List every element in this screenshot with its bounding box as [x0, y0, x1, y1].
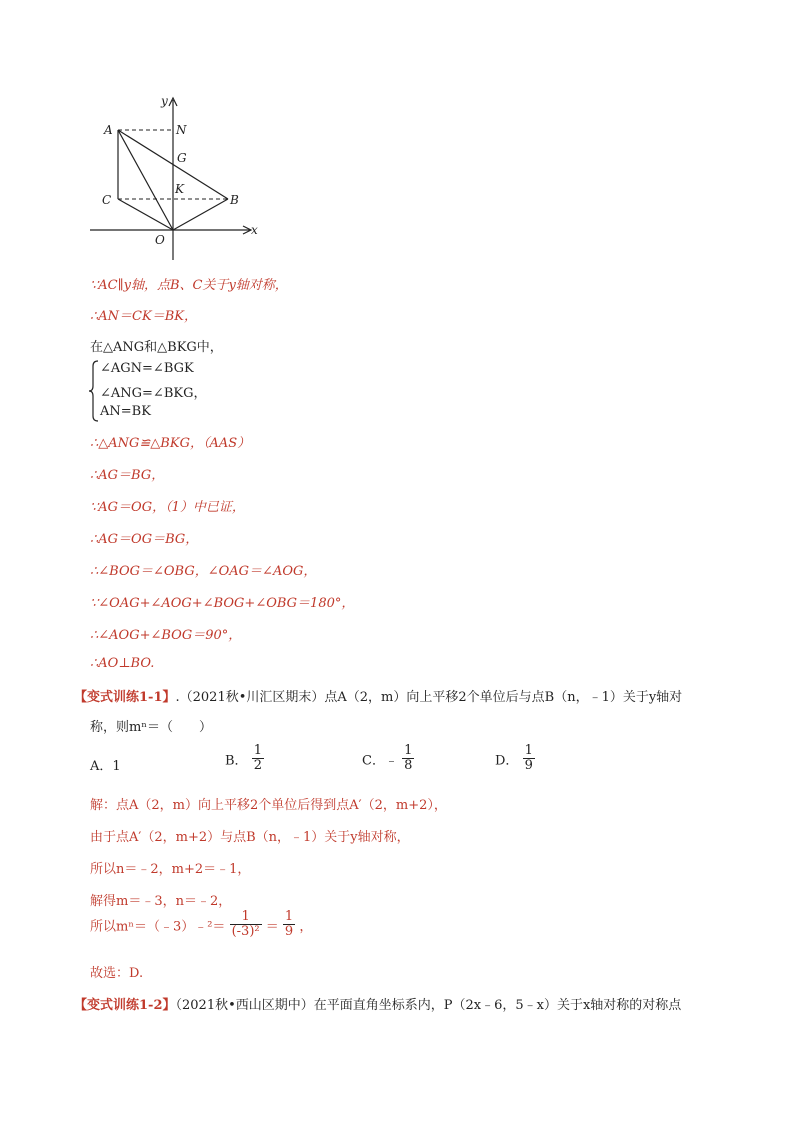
solution-line-5 [90, 910, 312, 940]
label-n: N [176, 123, 187, 137]
label-g: G [177, 151, 187, 165]
option-c-fraction [402, 744, 414, 774]
solution-5-pre: 所以mⁿ＝（﹣3）﹣²＝ [90, 919, 226, 935]
option-b-label: B． [225, 753, 248, 769]
proof-line-9: ∵∠OAG+∠AOG+∠BOG+∠OBG＝180°， [90, 596, 355, 611]
option-c-num: 1 [404, 743, 413, 758]
solution-5-frac-1 [230, 910, 262, 940]
solution-line-6: 故选：D. [90, 966, 144, 981]
problem-1-1-header [74, 686, 682, 705]
proof-line-4: ∴△ANG≌△BKG，（AAS） [90, 436, 251, 451]
solution-5-end: ， [299, 919, 313, 935]
solution-5-num-1: 1 [230, 910, 262, 925]
solution-5-num-2: 1 [284, 909, 294, 924]
problem-1-2-text: （2021秋•西山区期中）在平面直角坐标系内，P（2x﹣6，5﹣x）关于x轴对称的对称点 [175, 998, 682, 1013]
solution-5-eq: ＝ [265, 919, 279, 935]
proof-line-2: ∴AN＝CK＝BK， [90, 309, 197, 324]
solution-5-frac-2 [283, 910, 295, 940]
option-d-fraction [523, 744, 535, 774]
option-b-fraction [252, 744, 264, 774]
option-d [495, 744, 535, 774]
system-eq-3: AN=BK [100, 404, 151, 419]
proof-line-6: ∵AG＝OG，（1）中已证， [90, 500, 245, 515]
label-o: O [155, 233, 165, 247]
proof-line-11: ∴AO⊥BO. [90, 656, 155, 671]
option-b-num: 1 [253, 743, 262, 758]
solution-line-4: 解得m＝﹣3，n＝﹣2， [90, 894, 232, 909]
option-a: A．1 [90, 759, 121, 774]
proof-line-1: ∵AC∥y轴，点B、C关于y轴对称， [90, 278, 288, 293]
problem-1-2-header [74, 994, 681, 1013]
proof-line-7: ∴AG＝OG＝BG， [90, 532, 199, 547]
equation-system [88, 360, 228, 422]
option-d-den: 9 [524, 758, 533, 774]
segment-bo [173, 199, 228, 230]
system-eq-1: ∠AGN=∠BGK [100, 361, 194, 376]
label-b: B [230, 193, 239, 207]
proof-line-10: ∴∠AOG+∠BOG＝90°， [90, 628, 242, 643]
option-c [362, 744, 414, 774]
problem-1-1-tag: 【变式训练1-1】 [74, 690, 176, 705]
option-d-num: 1 [524, 743, 533, 758]
problem-1-1-text-b: 称，则mⁿ＝（ ） [90, 720, 212, 735]
problem-1-1-text-a: .（2021秋•川汇区期末）点A（2，m）向上平移2个单位后与点B（n，﹣1）关于y轴对 [175, 690, 683, 705]
solution-line-3: 所以n＝﹣2，m+2＝﹣1， [90, 862, 251, 877]
option-b [225, 744, 264, 774]
label-a: A [104, 123, 113, 137]
coordinate-figure [85, 92, 265, 267]
problem-1-2-tag: 【变式训练1-2】 [74, 998, 176, 1013]
proof-line-3: 在△ANG和△BKG中， [90, 340, 223, 355]
option-b-den: 2 [253, 758, 262, 774]
proof-line-5: ∴AG＝BG， [90, 468, 165, 483]
option-c-sign: ﹣ [384, 753, 398, 769]
option-c-label: C． [362, 753, 385, 769]
proof-line-8: ∴∠BOG＝∠OBG，∠OAG＝∠AOG， [90, 564, 317, 579]
solution-line-2: 由于点A′（2，m+2）与点B（n，﹣1）关于y轴对称， [90, 830, 410, 845]
left-brace-icon [88, 360, 100, 422]
solution-5-den-1: (-3)² [231, 924, 260, 940]
option-c-den: 8 [404, 758, 413, 774]
option-d-label: D． [495, 753, 519, 769]
solution-5-den-2: 9 [284, 924, 294, 940]
solution-line-1: 解：点A（2，m）向上平移2个单位后得到点A′（2，m+2）， [90, 798, 447, 813]
label-k: K [175, 182, 184, 196]
label-y: y [161, 94, 168, 108]
label-x: x [251, 223, 258, 237]
label-c: C [102, 193, 112, 207]
system-eq-2: ∠ANG=∠BKG， [100, 386, 207, 401]
